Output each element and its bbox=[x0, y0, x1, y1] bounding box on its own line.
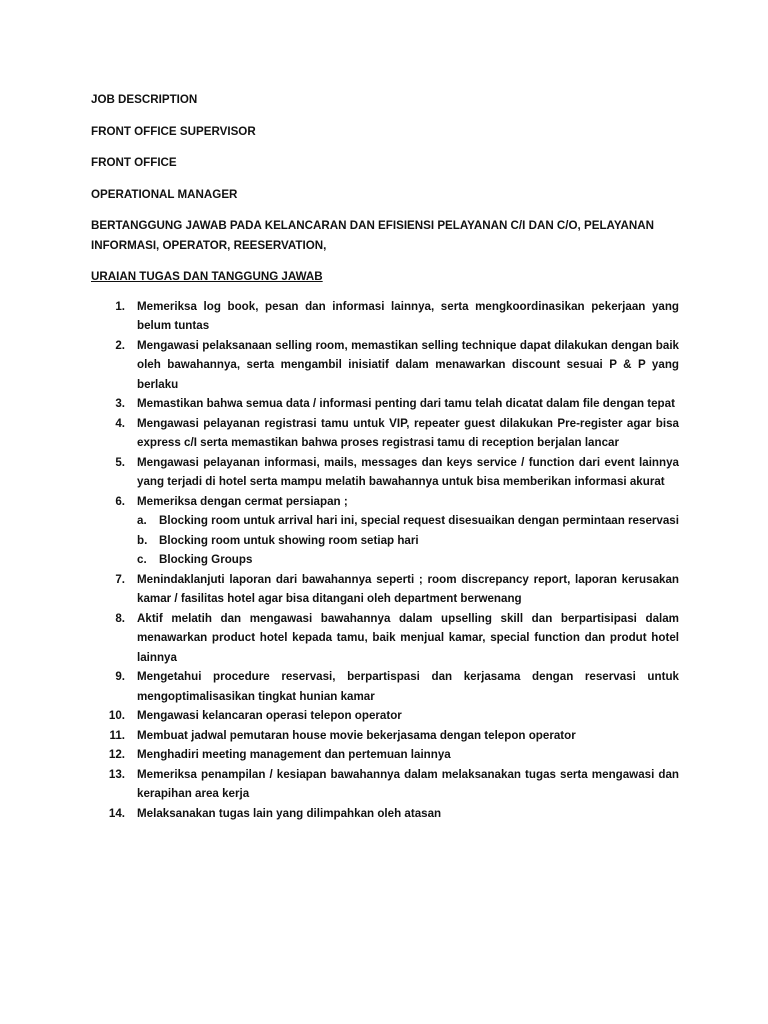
section-title: URAIAN TUGAS DAN TANGGUNG JAWAB bbox=[91, 270, 323, 283]
list-number: 14. bbox=[108, 806, 125, 820]
list-text: Mengetahui procedure reservasi, berpartispasi dan kerjasama dengan reservasi untuk mengoptimalisasikan tingkat hunian kamar bbox=[137, 670, 679, 703]
list-item bbox=[91, 414, 679, 453]
list-text: Mengawasi pelayanan informasi, mails, messages dan keys service / function dari event lainnya yang terjadi di hotel serta mampu melatih bawahannya untuk bisa memberikan informasi akurat bbox=[137, 455, 679, 488]
list-item bbox=[91, 706, 679, 726]
list-item bbox=[91, 453, 679, 492]
sub-list-item bbox=[137, 531, 679, 551]
list-item bbox=[91, 745, 679, 765]
list-item bbox=[91, 336, 679, 395]
list-item bbox=[91, 804, 679, 824]
list-text: Melaksanakan tugas lain yang dilimpahkan oleh atasan bbox=[137, 806, 442, 820]
document-page bbox=[91, 90, 679, 823]
list-text: Mengawasi pelayanan registrasi tamu untuk VIP, repeater guest dilakukan Pre-register agar bisa express c/I serta memastikan bahwa proses registrasi tamu di reception berjalan lancar bbox=[137, 416, 679, 449]
list-item bbox=[91, 492, 679, 570]
list-text: Menindaklanjuti laporan dari bawahannya seperti ; room discrepancy report, laporan kerusakan kamar / fasilitas hotel agar bisa ditangani oleh department berwenang bbox=[137, 572, 679, 605]
list-item bbox=[91, 570, 679, 609]
task-list bbox=[91, 297, 679, 824]
list-text: Membuat jadwal pemutaran house movie bekerjasama dengan telepon operator bbox=[137, 728, 576, 742]
list-number: 10. bbox=[108, 709, 125, 722]
list-text: Mengawasi pelaksanaan selling room, memastikan selling technique dapat dilakukan dengan baik oleh bawahannya, serta mengambil inisiatif dalam menawarkan discount sesuai P & P yang berlaku bbox=[137, 338, 679, 391]
list-number: 4. bbox=[115, 416, 125, 430]
list-number: 13. bbox=[108, 767, 125, 781]
list-text: Memeriksa penampilan / kesiapan bawahannya dalam melaksanakan tugas serta mengawasi dan kerapihan area kerja bbox=[137, 767, 679, 800]
list-text: Memeriksa log book, pesan dan informasi lainnya, serta mengkoordinasikan pekerjaan yang belum tuntas bbox=[137, 299, 679, 332]
reports-to: OPERATIONAL MANAGER bbox=[91, 187, 238, 201]
list-text: Memeriksa dengan cermat persiapan ; bbox=[137, 494, 348, 508]
sub-list-letter: c. bbox=[137, 553, 147, 566]
list-number: 3. bbox=[115, 397, 125, 410]
list-number: 12. bbox=[108, 748, 125, 761]
sub-list-letter: a. bbox=[137, 514, 147, 527]
sub-list bbox=[137, 511, 679, 570]
sub-list-text: Blocking room untuk arrival hari ini, special request disesuaikan dengan permintaan reservasi bbox=[159, 514, 679, 527]
list-number: 7. bbox=[115, 572, 125, 586]
sub-list-text: Blocking room untuk showing room setiap hari bbox=[159, 533, 419, 547]
sub-list-item bbox=[137, 550, 679, 570]
responsibility-statement: BERTANGGUNG JAWAB PADA KELANCARAN DAN EFISIENSI PELAYANAN C/I DAN C/O, PELAYANAN INFORMASI, OPERATOR, REESERVATION, bbox=[91, 219, 655, 252]
department: FRONT OFFICE bbox=[91, 156, 177, 169]
list-item bbox=[91, 394, 679, 414]
list-text: Memastikan bahwa semua data / informasi penting dari tamu telah dicatat dalam file dengan tepat bbox=[137, 397, 675, 410]
list-item bbox=[91, 765, 679, 804]
list-item bbox=[91, 609, 679, 668]
list-item bbox=[91, 297, 679, 336]
list-number: 2. bbox=[115, 338, 125, 352]
list-text: Menghadiri meeting management dan pertemuan lainnya bbox=[137, 748, 451, 761]
list-item bbox=[91, 667, 679, 706]
sub-list-letter: b. bbox=[137, 533, 148, 547]
list-item bbox=[91, 726, 679, 746]
list-number: 6. bbox=[115, 494, 125, 508]
list-text: Mengawasi kelancaran operasi telepon operator bbox=[137, 709, 402, 722]
sub-list-item bbox=[137, 511, 679, 531]
list-number: 11. bbox=[109, 728, 125, 742]
sub-list-text: Blocking Groups bbox=[159, 553, 253, 566]
list-number: 5. bbox=[115, 455, 125, 469]
job-title: FRONT OFFICE SUPERVISOR bbox=[91, 124, 256, 138]
list-number: 9. bbox=[115, 670, 125, 683]
list-number: 8. bbox=[115, 611, 125, 625]
doc-title: JOB DESCRIPTION bbox=[91, 93, 198, 106]
list-number: 1. bbox=[115, 299, 125, 313]
list-text: Aktif melatih dan mengawasi bawahannya dalam upselling skill dan berpartisipasi dalam menawarkan product hotel kepada tamu, baik menjual kamar, special function dan produt hotel lainnya bbox=[137, 611, 679, 664]
